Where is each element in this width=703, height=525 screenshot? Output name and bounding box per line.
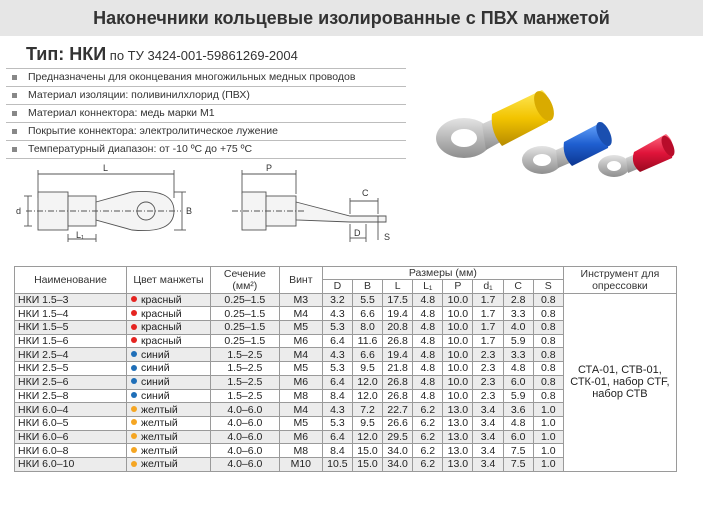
header-dim-col: C xyxy=(503,280,533,294)
cell-dimension: 1.7 xyxy=(473,307,503,321)
cell-dimension: 4.8 xyxy=(413,348,443,362)
cell-screw: М5 xyxy=(279,321,322,335)
cell-dimension: 13.0 xyxy=(443,430,473,444)
header-dim-col: B xyxy=(352,280,382,294)
dim-label-B: B xyxy=(186,206,193,216)
cell-dimension: 4.8 xyxy=(503,416,533,430)
cell-dimension: 0.8 xyxy=(533,293,563,307)
cell-dimension: 20.8 xyxy=(383,321,413,335)
cell-dimension: 13.0 xyxy=(443,403,473,417)
cell-dimension: 6.4 xyxy=(322,430,352,444)
cell-screw: М8 xyxy=(279,389,322,403)
cell-name: НКИ 6.0–4 xyxy=(15,403,127,417)
header-color: Цвет манжеты xyxy=(126,267,210,294)
cell-color xyxy=(126,334,210,348)
dim-label-S: S xyxy=(384,232,391,242)
cell-dimension: 7.5 xyxy=(503,457,533,471)
dim-label-C: C xyxy=(362,188,369,198)
color-dot-icon xyxy=(131,392,137,398)
cell-dimension: 13.0 xyxy=(443,457,473,471)
type-code: Тип: НКИ xyxy=(26,44,107,64)
bullet-icon xyxy=(12,93,17,98)
cell-dimension: 1.7 xyxy=(473,321,503,335)
cell-dimension: 10.0 xyxy=(443,362,473,376)
cell-dimension: 1.0 xyxy=(533,430,563,444)
property-item: Покрытие коннектора: электролитическое лужение xyxy=(6,123,406,141)
title-bar xyxy=(0,0,703,36)
color-label: желтый xyxy=(140,430,178,443)
dim-label-d: d xyxy=(16,206,22,216)
color-label: желтый xyxy=(140,403,178,416)
color-label: красный xyxy=(140,335,182,348)
cell-dimension: 9.5 xyxy=(352,362,382,376)
cell-dimension: 10.0 xyxy=(443,375,473,389)
cell-dimension: 1.0 xyxy=(533,416,563,430)
cell-dimension: 3.2 xyxy=(322,293,352,307)
table-row xyxy=(15,293,677,307)
cell-dimension: 11.6 xyxy=(352,334,382,348)
header-dim-col: D xyxy=(322,280,352,294)
cell-dimension: 10.0 xyxy=(443,321,473,335)
cell-dimension: 5.5 xyxy=(352,293,382,307)
cell-dimension: 12.0 xyxy=(352,389,382,403)
cell-dimension: 6.2 xyxy=(413,416,443,430)
color-dot-icon xyxy=(131,433,137,439)
cell-color xyxy=(126,321,210,335)
cell-dimension: 1.0 xyxy=(533,457,563,471)
cell-color xyxy=(126,389,210,403)
type-standard: по ТУ 3424-001-59861269-2004 xyxy=(109,48,298,63)
cell-color xyxy=(126,307,210,321)
cell-dimension: 1.0 xyxy=(533,403,563,417)
cell-section: 1.5–2.5 xyxy=(210,389,279,403)
color-label: красный xyxy=(140,307,182,320)
cell-dimension: 6.6 xyxy=(352,307,382,321)
dim-label-P: P xyxy=(266,163,273,173)
cell-section: 4.0–6.0 xyxy=(210,403,279,417)
cell-dimension: 5.9 xyxy=(503,334,533,348)
cell-dimension: 26.8 xyxy=(383,334,413,348)
cell-dimension: 2.3 xyxy=(473,362,503,376)
cell-dimension: 3.4 xyxy=(473,416,503,430)
color-dot-icon xyxy=(131,351,137,357)
technical-drawing xyxy=(6,158,426,258)
cell-dimension: 10.0 xyxy=(443,334,473,348)
cell-dimension: 4.3 xyxy=(322,307,352,321)
cell-dimension: 0.8 xyxy=(533,362,563,376)
cell-dimension: 5.3 xyxy=(322,362,352,376)
cell-name: НКИ 2.5–6 xyxy=(15,375,127,389)
cell-dimension: 4.8 xyxy=(413,362,443,376)
cell-name: НКИ 2.5–8 xyxy=(15,389,127,403)
cell-dimension: 2.3 xyxy=(473,348,503,362)
cell-dimension: 34.0 xyxy=(383,457,413,471)
color-label: желтый xyxy=(140,417,178,430)
cell-color xyxy=(126,403,210,417)
cell-dimension: 1.7 xyxy=(473,293,503,307)
cell-screw: М8 xyxy=(279,444,322,458)
cell-dimension: 26.8 xyxy=(383,389,413,403)
property-item: Материал изоляции: поливинилхлорид (ПВХ) xyxy=(6,87,406,105)
cell-tool: СТА-01, СТВ-01, СТК-01, набор СТF, набор СТВ xyxy=(563,293,676,471)
color-dot-icon xyxy=(131,310,137,316)
cell-dimension: 7.2 xyxy=(352,403,382,417)
cell-dimension: 13.0 xyxy=(443,416,473,430)
cell-dimension: 6.0 xyxy=(503,375,533,389)
cell-dimension: 21.8 xyxy=(383,362,413,376)
bullet-icon xyxy=(12,129,17,134)
cell-dimension: 13.0 xyxy=(443,444,473,458)
color-dot-icon xyxy=(131,337,137,343)
cell-color xyxy=(126,430,210,444)
page-title: Наконечники кольцевые изолированные с ПВХ манжетой xyxy=(93,7,610,28)
cell-dimension: 1.7 xyxy=(473,334,503,348)
color-label: синий xyxy=(140,348,170,361)
cell-dimension: 12.0 xyxy=(352,430,382,444)
cell-color xyxy=(126,444,210,458)
cell-dimension: 6.2 xyxy=(413,444,443,458)
cell-dimension: 4.3 xyxy=(322,403,352,417)
header-dim-col: P xyxy=(443,280,473,294)
cell-dimension: 9.5 xyxy=(352,416,382,430)
color-dot-icon xyxy=(131,365,137,371)
cell-dimension: 29.5 xyxy=(383,430,413,444)
cell-dimension: 12.0 xyxy=(352,375,382,389)
cell-dimension: 6.6 xyxy=(352,348,382,362)
cell-section: 1.5–2.5 xyxy=(210,362,279,376)
cell-dimension: 4.8 xyxy=(413,321,443,335)
header-tool: Инструмент для опрессовки xyxy=(563,267,676,294)
property-item: Температурный диапазон: от -10 ºС до +75 ºС xyxy=(6,141,406,159)
cell-screw: М6 xyxy=(279,375,322,389)
header-dimensions: Размеры (мм) xyxy=(322,267,563,280)
cell-dimension: 0.8 xyxy=(533,307,563,321)
cell-screw: М4 xyxy=(279,307,322,321)
cell-dimension: 4.8 xyxy=(413,389,443,403)
cell-dimension: 4.8 xyxy=(413,334,443,348)
cell-dimension: 4.3 xyxy=(322,348,352,362)
cell-dimension: 10.0 xyxy=(443,348,473,362)
dim-label-L1: L₁ xyxy=(76,230,85,240)
cell-dimension: 19.4 xyxy=(383,348,413,362)
cell-dimension: 6.0 xyxy=(503,430,533,444)
cell-name: НКИ 6.0–6 xyxy=(15,430,127,444)
cell-dimension: 3.3 xyxy=(503,348,533,362)
color-dot-icon xyxy=(131,378,137,384)
cell-dimension: 15.0 xyxy=(352,457,382,471)
cell-dimension: 6.4 xyxy=(322,375,352,389)
properties-list xyxy=(6,68,406,159)
header-dim-col: S xyxy=(533,280,563,294)
cell-screw: М3 xyxy=(279,293,322,307)
cell-section: 0.25–1.5 xyxy=(210,293,279,307)
cell-color xyxy=(126,416,210,430)
cell-dimension: 4.0 xyxy=(503,321,533,335)
dim-label-L: L xyxy=(103,163,109,173)
cell-color xyxy=(126,375,210,389)
property-item: Материал коннектора: медь марки М1 xyxy=(6,105,406,123)
cell-dimension: 10.0 xyxy=(443,389,473,403)
header-screw: Винт xyxy=(279,267,322,294)
header-section: Сечение (мм²) xyxy=(210,267,279,294)
cell-screw: М5 xyxy=(279,416,322,430)
cell-screw: М6 xyxy=(279,334,322,348)
cell-dimension: 15.0 xyxy=(352,444,382,458)
cell-dimension: 4.8 xyxy=(413,307,443,321)
cell-dimension: 5.3 xyxy=(322,416,352,430)
color-dot-icon xyxy=(131,296,137,302)
cell-dimension: 7.5 xyxy=(503,444,533,458)
type-line xyxy=(26,44,298,65)
cell-dimension: 10.0 xyxy=(443,293,473,307)
cell-dimension: 34.0 xyxy=(383,444,413,458)
header-dim-col: L xyxy=(383,280,413,294)
property-item: Предназначены для оконцевания многожильных медных проводов xyxy=(6,68,406,87)
cell-dimension: 10.0 xyxy=(443,307,473,321)
cell-dimension: 6.2 xyxy=(413,430,443,444)
cell-screw: М4 xyxy=(279,348,322,362)
cell-dimension: 22.7 xyxy=(383,403,413,417)
cell-dimension: 4.8 xyxy=(413,293,443,307)
cell-dimension: 6.2 xyxy=(413,457,443,471)
cell-dimension: 19.4 xyxy=(383,307,413,321)
cell-dimension: 10.5 xyxy=(322,457,352,471)
cell-section: 4.0–6.0 xyxy=(210,416,279,430)
cell-dimension: 3.4 xyxy=(473,444,503,458)
cell-section: 1.5–2.5 xyxy=(210,375,279,389)
cell-screw: М5 xyxy=(279,362,322,376)
cell-dimension: 6.2 xyxy=(413,403,443,417)
cell-dimension: 6.4 xyxy=(322,334,352,348)
cell-dimension: 0.8 xyxy=(533,334,563,348)
cell-color xyxy=(126,362,210,376)
cell-screw: М6 xyxy=(279,430,322,444)
cell-dimension: 1.0 xyxy=(533,444,563,458)
color-dot-icon xyxy=(131,419,137,425)
cell-dimension: 3.6 xyxy=(503,403,533,417)
cell-name: НКИ 1.5–6 xyxy=(15,334,127,348)
cell-dimension: 0.8 xyxy=(533,348,563,362)
cell-name: НКИ 2.5–5 xyxy=(15,362,127,376)
color-label: синий xyxy=(140,376,170,389)
product-photo xyxy=(430,70,700,180)
cell-name: НКИ 1.5–4 xyxy=(15,307,127,321)
cell-section: 0.25–1.5 xyxy=(210,334,279,348)
cell-color xyxy=(126,348,210,362)
cell-section: 0.25–1.5 xyxy=(210,307,279,321)
color-label: красный xyxy=(140,321,182,334)
cell-dimension: 17.5 xyxy=(383,293,413,307)
cell-dimension: 0.8 xyxy=(533,321,563,335)
cell-dimension: 3.4 xyxy=(473,403,503,417)
cell-dimension: 0.8 xyxy=(533,389,563,403)
cell-dimension: 0.8 xyxy=(533,375,563,389)
cell-screw: М4 xyxy=(279,403,322,417)
cell-dimension: 3.4 xyxy=(473,430,503,444)
cell-dimension: 8.4 xyxy=(322,389,352,403)
cell-dimension: 26.8 xyxy=(383,375,413,389)
color-dot-icon xyxy=(131,406,137,412)
spec-table xyxy=(14,266,677,472)
bullet-icon xyxy=(12,111,17,116)
cell-dimension: 4.8 xyxy=(413,375,443,389)
cell-section: 4.0–6.0 xyxy=(210,430,279,444)
cell-dimension: 2.3 xyxy=(473,389,503,403)
header-dim-col: d₁ xyxy=(473,280,503,294)
color-label: синий xyxy=(140,389,170,402)
cell-dimension: 8.4 xyxy=(322,444,352,458)
cell-name: НКИ 2.5–4 xyxy=(15,348,127,362)
cell-name: НКИ 1.5–5 xyxy=(15,321,127,335)
color-label: синий xyxy=(140,362,170,375)
color-dot-icon xyxy=(131,447,137,453)
bullet-icon xyxy=(12,147,17,152)
cell-name: НКИ 6.0–10 xyxy=(15,457,127,471)
cell-dimension: 8.0 xyxy=(352,321,382,335)
header-name: Наименование xyxy=(15,267,127,294)
color-label: красный xyxy=(140,294,182,307)
color-label: желтый xyxy=(140,458,178,471)
color-dot-icon xyxy=(131,461,137,467)
cell-dimension: 5.9 xyxy=(503,389,533,403)
cell-dimension: 26.6 xyxy=(383,416,413,430)
cell-name: НКИ 1.5–3 xyxy=(15,293,127,307)
color-dot-icon xyxy=(131,324,137,330)
cell-dimension: 4.8 xyxy=(503,362,533,376)
cell-name: НКИ 6.0–8 xyxy=(15,444,127,458)
bullet-icon xyxy=(12,75,17,80)
cell-screw: М10 xyxy=(279,457,322,471)
cell-color xyxy=(126,293,210,307)
cell-dimension: 5.3 xyxy=(322,321,352,335)
color-label: желтый xyxy=(140,444,178,457)
cell-dimension: 2.3 xyxy=(473,375,503,389)
cell-section: 1.5–2.5 xyxy=(210,348,279,362)
cell-color xyxy=(126,457,210,471)
cell-dimension: 3.4 xyxy=(473,457,503,471)
cell-dimension: 3.3 xyxy=(503,307,533,321)
cell-section: 0.25–1.5 xyxy=(210,321,279,335)
header-dim-col: L₁ xyxy=(413,280,443,294)
cell-name: НКИ 6.0–5 xyxy=(15,416,127,430)
dim-label-D: D xyxy=(354,228,361,238)
cell-section: 4.0–6.0 xyxy=(210,457,279,471)
cell-dimension: 2.8 xyxy=(503,293,533,307)
cell-section: 4.0–6.0 xyxy=(210,444,279,458)
